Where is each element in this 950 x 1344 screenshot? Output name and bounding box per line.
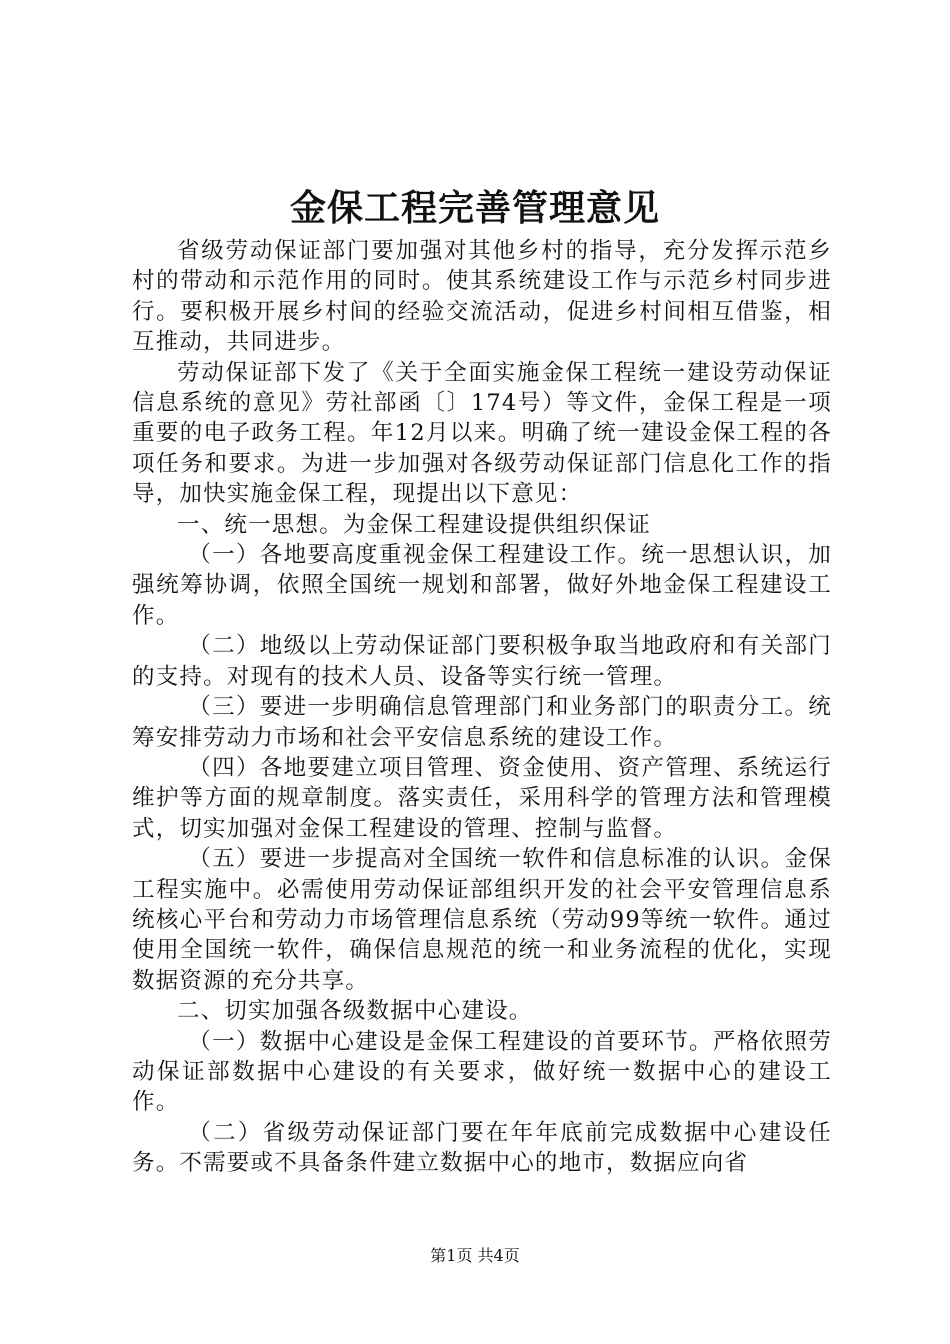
paragraph: （三）要进一步明确信息管理部门和业务部门的职责分工。统筹安排劳动力市场和社会平安信息系统的建设工作。 xyxy=(132,694,832,751)
page-footer: 第1页 共4页 xyxy=(430,1246,520,1265)
paragraph: 劳动保证部下发了《关于全面实施金保工程统一建设劳动保证信息系统的意见》劳社部函〔〕174号）等文件，金保工程是一项重要的电子政务工程。年12月以来。明确了统一建设金保工程的各项任务和要求。为进一步加强对各级劳动保证部门信息化工作的指导，加快实施金保工程，现提出以下意见： xyxy=(132,359,832,508)
paragraph: （二）地级以上劳动保证部门要积极争取当地政府和有关部门的支持。对现有的技术人员、设备等实行统一管理。 xyxy=(132,633,832,690)
paragraph: （四）各地要建立项目管理、资金使用、资产管理、系统运行维护等方面的规章制度。落实责任，采用科学的管理方法和管理模式，切实加强对金保工程建设的管理、控制与监督。 xyxy=(132,754,832,842)
section-heading: 二、切实加强各级数据中心建设。 xyxy=(177,998,533,1025)
paragraph: （一）数据中心建设是金保工程建设的首要环节。严格依照劳动保证部数据中心建设的有关要求，做好统一数据中心的建设工作。 xyxy=(132,1028,832,1116)
paragraph: （一）各地要高度重视金保工程建设工作。统一思想认识，加强统筹协调，依照全国统一规划和部署，做好外地金保工程建设工作。 xyxy=(132,542,832,629)
document-title: 金保工程完善管理意见 xyxy=(289,187,660,229)
paragraph: （二）省级劳动保证部门要在年年底前完成数据中心建设任务。不需要或不具备条件建立数据中心的地市，数据应向省 xyxy=(132,1119,832,1177)
paragraph: 省级劳动保证部门要加强对其他乡村的指导，充分发挥示范乡村的带动和示范作用的同时。使其系统建设工作与示范乡村同步进行。要积极开展乡村间的经验交流活动，促进乡村间相互借鉴，相互推动，共同进步。 xyxy=(132,238,832,356)
document-body xyxy=(132,236,832,1179)
section-heading: 一、统一思想。为金保工程建设提供组织保证 xyxy=(177,511,652,538)
paragraph: （五）要进一步提高对全国统一软件和信息标准的认识。金保工程实施中。必需使用劳动保证部组织开发的社会平安管理信息系统核心平台和劳动力市场管理信息系统（劳动99等统一软件。通过使用全国统一软件，确保信息规范的统一和业务流程的优化，实现数据资源的充分共享。 xyxy=(132,846,832,994)
